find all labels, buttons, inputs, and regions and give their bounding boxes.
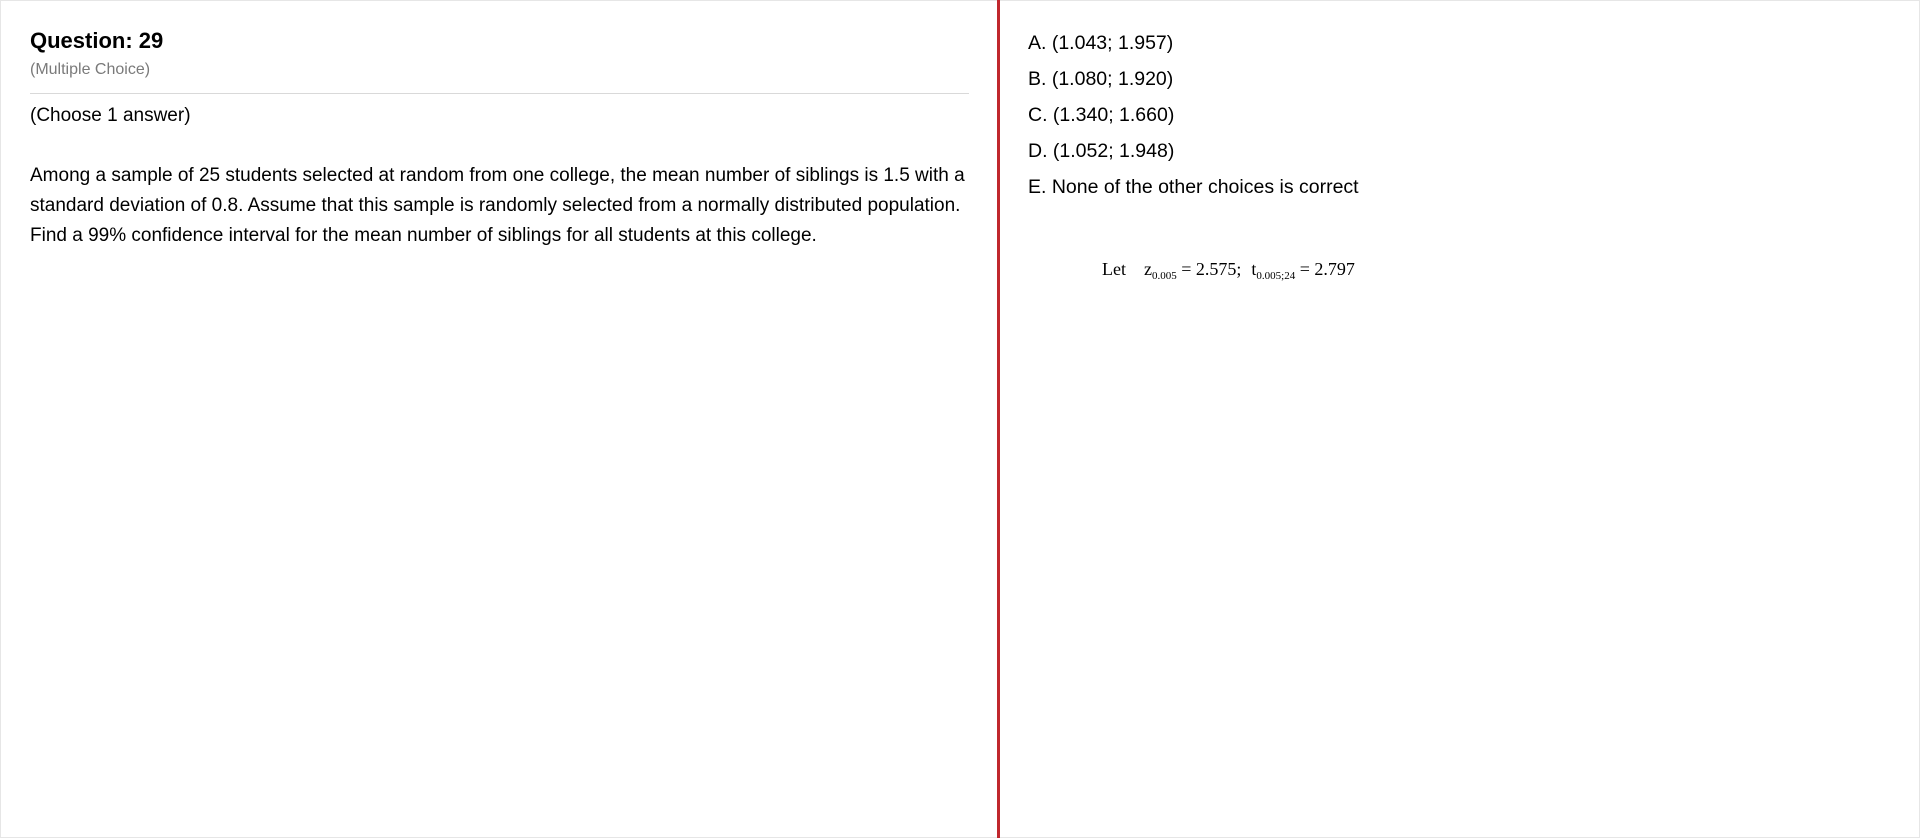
hint-z: z bbox=[1144, 259, 1152, 279]
hint-let: Let bbox=[1102, 259, 1126, 279]
question-prompt: Find a 99% confidence interval for the mean number of siblings for all students at this college. bbox=[30, 225, 817, 246]
question-pane bbox=[1, 1, 997, 837]
formula-hint bbox=[1102, 257, 1355, 284]
hint-z-value: = 2.575; bbox=[1181, 259, 1242, 279]
hint-t-subscript: 0.005;24 bbox=[1256, 270, 1296, 282]
answers-pane bbox=[1000, 1, 1918, 837]
divider-line bbox=[30, 93, 969, 94]
option-e[interactable]: E. None of the other choices is correct bbox=[1028, 176, 1359, 198]
option-b[interactable]: B. (1.080; 1.920) bbox=[1028, 68, 1174, 90]
hint-t: t bbox=[1251, 259, 1257, 279]
option-c[interactable]: C. (1.340; 1.660) bbox=[1028, 104, 1175, 126]
question-type: (Multiple Choice) bbox=[30, 61, 151, 78]
answer-options bbox=[1028, 25, 1359, 205]
question-text: Among a sample of 25 students selected at random from one college, the mean number of siblings is 1.5 with a standard deviation of 0.8. Assume that this sample is randomly selected from a normally distributed population. bbox=[30, 165, 965, 216]
question-title: Question: 29 bbox=[30, 28, 164, 53]
hint-t-value: = 2.797 bbox=[1299, 259, 1355, 279]
question-body bbox=[30, 161, 975, 251]
option-a[interactable]: A. (1.043; 1.957) bbox=[1028, 32, 1174, 54]
question-instruction: (Choose 1 answer) bbox=[30, 105, 191, 126]
option-d[interactable]: D. (1.052; 1.948) bbox=[1028, 140, 1175, 162]
hint-z-subscript: 0.005 bbox=[1152, 270, 1177, 282]
